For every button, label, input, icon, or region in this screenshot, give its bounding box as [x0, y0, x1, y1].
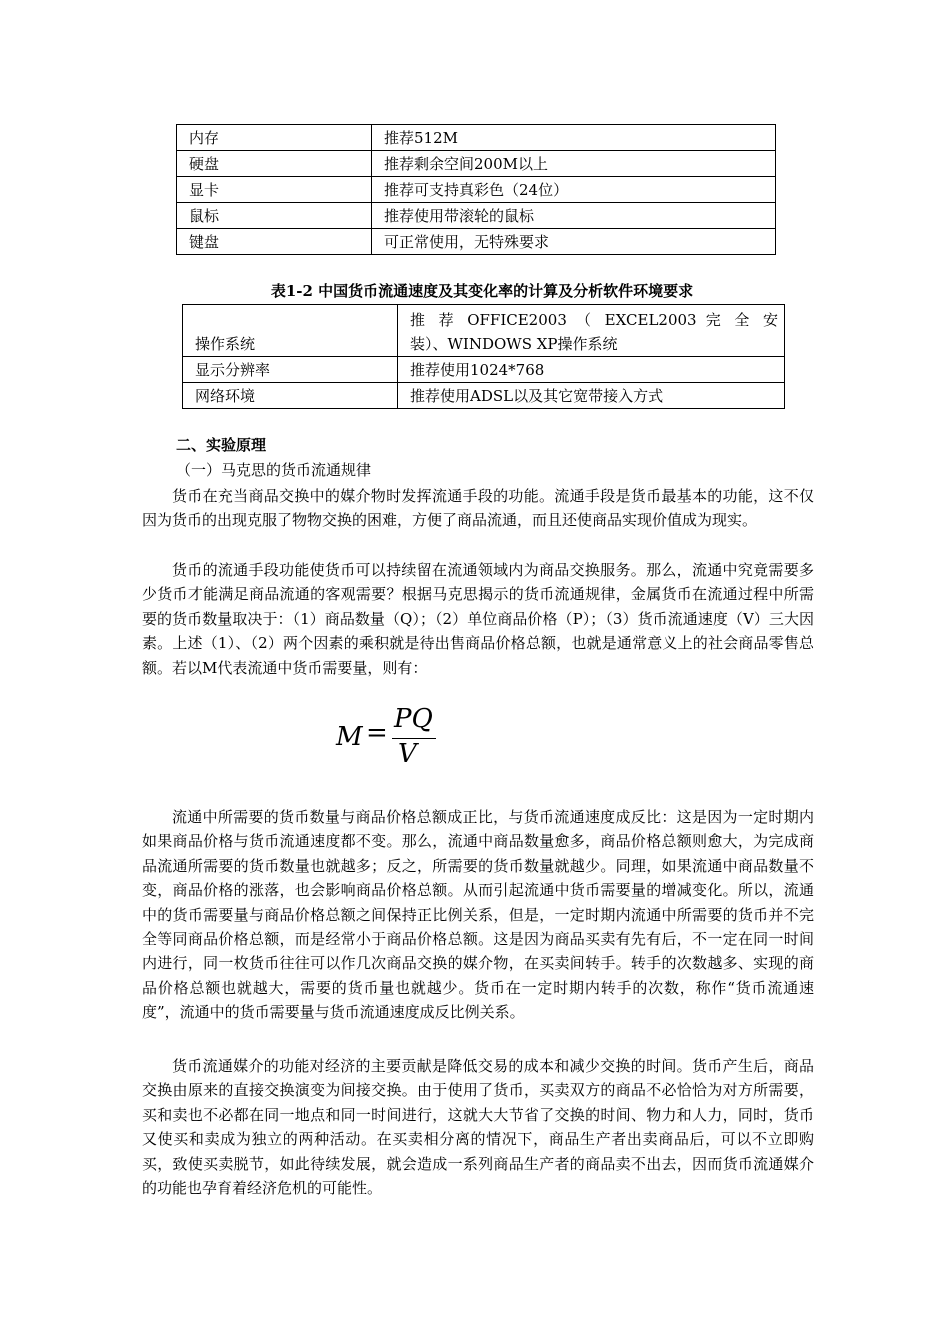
table-row [177, 229, 776, 255]
table-cell-requirement: 可正常使用，无特殊要求 [372, 229, 776, 255]
table-cell-requirement [398, 305, 785, 357]
paragraph: 货币流通媒介的功能对经济的主要贡献是降低交易的成本和减少交换的时间。货币产生后，商品交换由原来的直接交换演变为间接交换。由于使用了货币，买卖双方的商品不必恰恰为对方所需要，买和卖也不必都在同一地点和同一时间进行，这就大大节省了交换的时间、物力和人力，同时，货币又使买和卖成为独立的两种活动。在买卖相分离的情况下，商品生产者出卖商品后，可以不立即购买，致使买卖脱节，如此待续发展，就会造成一系列商品生产者的商品卖不出去，因而货币流通媒介的功能也孕育着经济危机的可能性。 [142, 1057, 814, 1198]
table-cell-requirement: 推荐使用1024*768 [398, 357, 785, 383]
table-cell-requirement: 推荐可支持真彩色（24位） [372, 177, 776, 203]
hardware-requirements-table [176, 124, 776, 255]
section-heading: 二、实验原理 [176, 436, 267, 454]
table-cell-item: 显示分辨率 [183, 357, 398, 383]
table-row [183, 383, 785, 409]
paragraph: 货币的流通手段功能使货币可以持续留在流通领域内为商品交换服务。那么，流通中究竟需要多少货币才能满足商品流通的客观需要？根据马克思揭示的货币流通规律，金属货币在流通过程中所需要的货币数量取决于：（1）商品数量（Q）；（2）单位商品价格（P）；（3）货币流通速度（V）三大因素。上述（1）、（2）两个因素的乘积就是待出售商品价格总额，也就是通常意义上的社会商品零售总额。若以M代表流通中货币需要量，则有： [142, 561, 814, 677]
table-cell-requirement: 推荐使用带滚轮的鼠标 [372, 203, 776, 229]
table-cell-item: 硬盘 [177, 151, 372, 177]
table-row [183, 305, 785, 357]
table-row [177, 125, 776, 151]
table-cell-item: 显卡 [177, 177, 372, 203]
table-cell-requirement: 推荐剩余空间200M以上 [372, 151, 776, 177]
formula-lhs: M [336, 722, 363, 752]
table-cell-item: 网络环境 [183, 383, 398, 409]
table-cell-item: 操作系统 [183, 305, 398, 357]
requirement-line-1: 推 荐 OFFICE2003 （ EXCEL2003 完 全 安 [410, 311, 778, 329]
table-row [183, 357, 785, 383]
table-cell-requirement: 推荐使用ADSL以及其它宽带接入方式 [398, 383, 785, 409]
table-cell-item: 内存 [177, 125, 372, 151]
table-row [177, 151, 776, 177]
requirement-line-2: 装）、WINDOWS XP操作系统 [410, 335, 618, 353]
software-requirements-table [182, 304, 785, 409]
paragraph: 流通中所需要的货币数量与商品价格总额成正比，与货币流通速度成反比：这是因为一定时期内如果商品价格与货币流通速度都不变。那么，流通中商品数量愈多，商品价格总额则愈大，为完成商品流通所需要的货币数量也就越多；反之，所需要的货币数量就越少。同理，如果流通中商品数量不变，商品价格的涨落，也会影响商品价格总额。从而引起流通中货币需要量的增减变化。所以，流通中的货币需要量与商品价格总额之间保持正比例关系，但是，一定时期内流通中所需要的货币并不完全等同商品价格总额，而是经常小于商品价格总额。这是因为商品买卖有先有后，不一定在同一时间内进行，同一枚货币往往可以作几次商品交换的媒介物，在买卖间转手。转手的次数越多、实现的商品价格总额也就越大，需要的货币量也就越少。货币在一定时期内转手的次数，称作“货币流通速度”，流通中的货币需要量与货币流通速度成反比例关系。 [142, 808, 814, 1022]
paragraph: 货币在充当商品交换中的媒介物时发挥流通手段的功能。流通手段是货币最基本的功能，这不仅因为货币的出现克服了物物交换的困难，方便了商品流通，而且还使商品实现价值成为现实。 [142, 487, 814, 530]
table-cell-item: 鼠标 [177, 203, 372, 229]
table-cell-requirement: 推荐512M [372, 125, 776, 151]
formula-numerator: PQ [394, 704, 433, 734]
formula-equals: = [366, 718, 388, 748]
section-subheading: （一）马克思的货币流通规律 [176, 461, 372, 479]
software-table-caption: 表1-2 中国货币流通速度及其变化率的计算及分析软件环境要求 [270, 282, 694, 300]
table-row [177, 177, 776, 203]
formula-denominator: V [398, 739, 417, 769]
table-row [177, 203, 776, 229]
table-cell-item: 键盘 [177, 229, 372, 255]
